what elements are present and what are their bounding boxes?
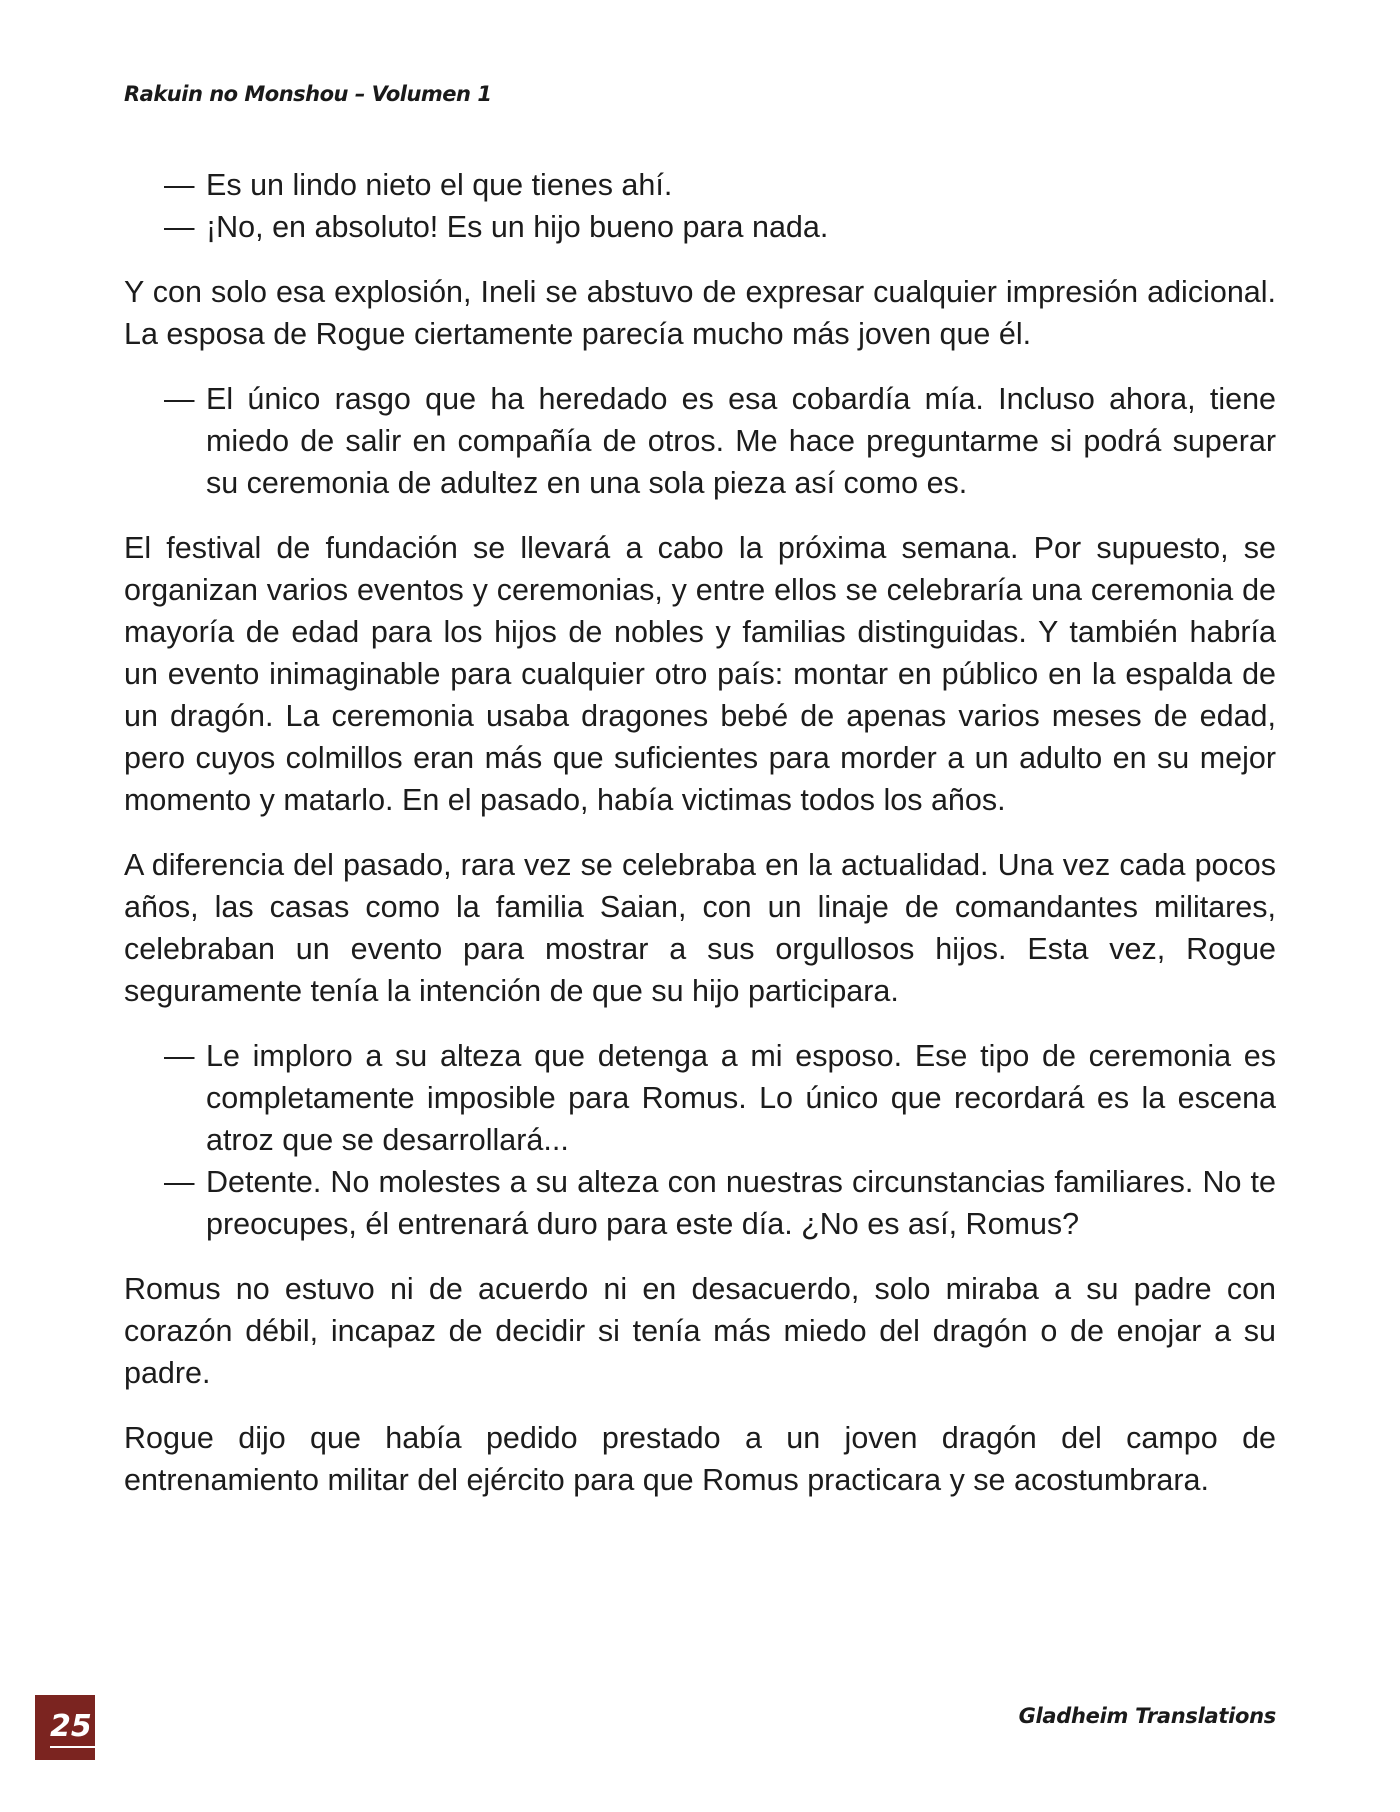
dialog-group (124, 164, 1276, 248)
dialog-dash: — (164, 382, 195, 416)
running-header: Rakuin no Monshou – Volumen 1 (124, 82, 492, 106)
dialog-line (124, 164, 1276, 206)
page-number: 25 (50, 1710, 95, 1748)
dialog-dash: — (164, 1165, 195, 1199)
paragraph: A diferencia del pasado, rara vez se celebraba en la actualidad. Una vez cada pocos años, las casas como la familia Saian, con un linaje de comandantes militares, celebraban un evento para mostrar a sus orgullosos hijos. Esta vez, Rogue seguramente tenía la intención de que su hijo participara. (124, 848, 1276, 1008)
dialog-dash: — (164, 1039, 195, 1073)
dialog-text: ¡No, en absoluto! Es un hijo bueno para nada. (206, 210, 829, 244)
dialog-text: Detente. No molestes a su alteza con nuestras circunstancias familiares. No te preocupes, él entrenará duro para este día. ¿No es así, Romus? (206, 1165, 1276, 1241)
dialog-line (124, 1161, 1276, 1245)
dialog-line (124, 378, 1276, 504)
dialog-line (124, 1035, 1276, 1161)
page-body (124, 164, 1276, 1524)
dialog-text: El único rasgo que ha heredado es esa cobardía mía. Incluso ahora, tiene miedo de salir en compañía de otros. Me hace preguntarme si podrá superar su ceremonia de adultez en una sola pieza así como es. (206, 382, 1276, 500)
paragraph: El festival de fundación se llevará a cabo la próxima semana. Por supuesto, se organizan varios eventos y ceremonias, y entre ellos se celebraría una ceremonia de mayoría de edad para los hijos de nobles y familias distinguidas. Y también habría un evento inimaginable para cualquier otro país: montar en público en la espalda de un dragón. La ceremonia usaba dragones bebé de apenas varios meses de edad, pero cuyos colmillos eran más que suficientes para morder a un adulto en su mejor momento y matarlo. En el pasado, había victimas todos los años. (124, 531, 1276, 817)
dialog-dash: — (164, 210, 195, 244)
paragraph: Romus no estuvo ni de acuerdo ni en desacuerdo, solo miraba a su padre con corazón débil, incapaz de decidir si tenía más miedo del dragón o de enojar a su padre. (124, 1272, 1276, 1390)
paragraph: Rogue dijo que había pedido prestado a un joven dragón del campo de entrenamiento militar del ejército para que Romus practicara y se acostumbrara. (124, 1421, 1276, 1497)
dialog-group (124, 378, 1276, 504)
paragraph: Y con solo esa explosión, Ineli se abstuvo de expresar cualquier impresión adicional. La esposa de Rogue ciertamente parecía mucho más joven que él. (124, 275, 1276, 351)
dialog-dash: — (164, 168, 195, 202)
dialog-text: Le imploro a su alteza que detenga a mi esposo. Ese tipo de ceremonia es completamente imposible para Romus. Lo único que recordará es la escena atroz que se desarrollará... (206, 1039, 1276, 1157)
dialog-text: Es un lindo nieto el que tienes ahí. (206, 168, 673, 202)
dialog-line (124, 206, 1276, 248)
dialog-group (124, 1035, 1276, 1245)
footer-credit: Gladheim Translations (1018, 1704, 1276, 1728)
